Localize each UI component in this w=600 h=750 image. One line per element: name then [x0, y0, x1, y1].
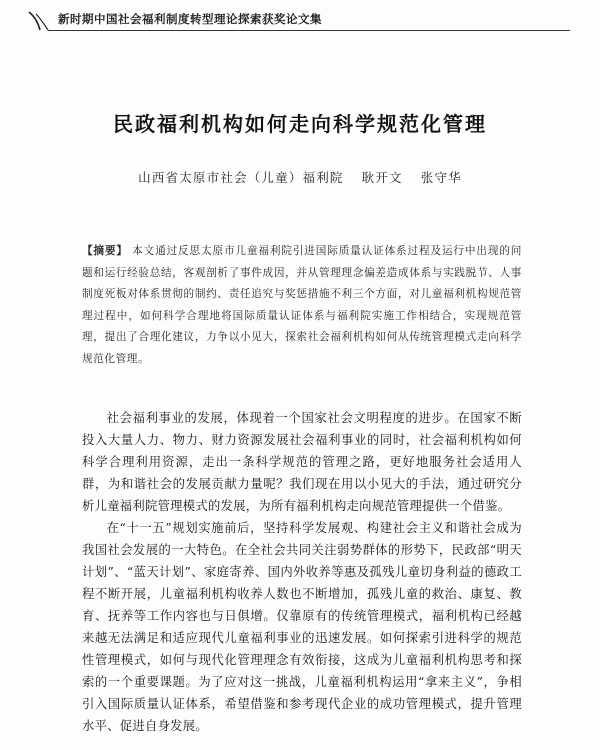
body-paragraph: 社会福利事业的发展，体现着一个国家社会文明程度的进步。在国家不断投入大量人力、物力、财力资源发展社会福利事业的同时，社会福利机构如何科学合理利用资源，走出一条科学规范的管理之路，更好地服务社会适用人群，为和谐社会的发展贡献力量呢？我们现在用以小见大的手法，通过研究分析儿童福利院管理模式的发展，为所有福利机构走向规范管理提供一个借鉴。 [82, 411, 522, 513]
author-name-2: 张守华 [420, 170, 462, 185]
abstract-label: 【摘要】 [82, 245, 128, 257]
author-name-1: 耿开文 [361, 170, 403, 185]
header-rule [48, 30, 570, 31]
abstract-text: 本文通过反思太原市儿童福利院引进国际质量认证体系过程及运行中出现的问题和运行经验总结，客观剖析了事件成因，并从管理理念偏差造成体系与实践脱节、人事制度死板对体系贯彻的制约、责任追究与奖惩措施不利三个方面，对儿童福利机构规范管理过程中，如何科学合理地将国际质量认证体系与福利院实施工作相结合，实现规范管理，提出了合理化建议，力争以小见大，探索社会福利机构如何从传统管理模式走向科学规范化管理。 [82, 245, 522, 365]
running-header: 新时期中国社会福利制度转型理论探索获奖论文集 [58, 12, 322, 26]
article-body [82, 407, 522, 737]
body-paragraph: 在“十一五”规划实施前后，坚持科学发展观、构建社会主义和谐社会成为我国社会发展的一大特色。在全社会共同关注弱势群体的形势下，民政部“明天计划”、“蓝天计划”、家庭寄养、国内外收养等惠及孤残儿童切身利益的德政工程不断开展，儿童福利机构收养人数也不断增加，孤残儿童的救治、康复、教育、抚养等工作内容也与日俱增。仅靠原有的传统管理模式，福利机构已经越来越无法满足和适应现代儿童福利事业的迅速发展。如何探索引进科学的规范性管理模式，如何与现代化管理理念有效衔接，这成为儿童福利机构思考和探索的一个重要课题。为了应对这一挑战，儿童福利机构运用“拿来主义”，争相引入国际质量认证体系，希望借鉴和参考现代企业的成功管理模式，提升管理水平、促进自身发展。 [82, 521, 522, 733]
header-ornament-icon [26, 10, 52, 32]
author-line [0, 168, 600, 186]
article-title: 民政福利机构如何走向科学规范化管理 [113, 112, 487, 136]
author-institution: 山西省太原市社会（儿童）福利院 [138, 170, 344, 185]
abstract-block [82, 241, 522, 370]
